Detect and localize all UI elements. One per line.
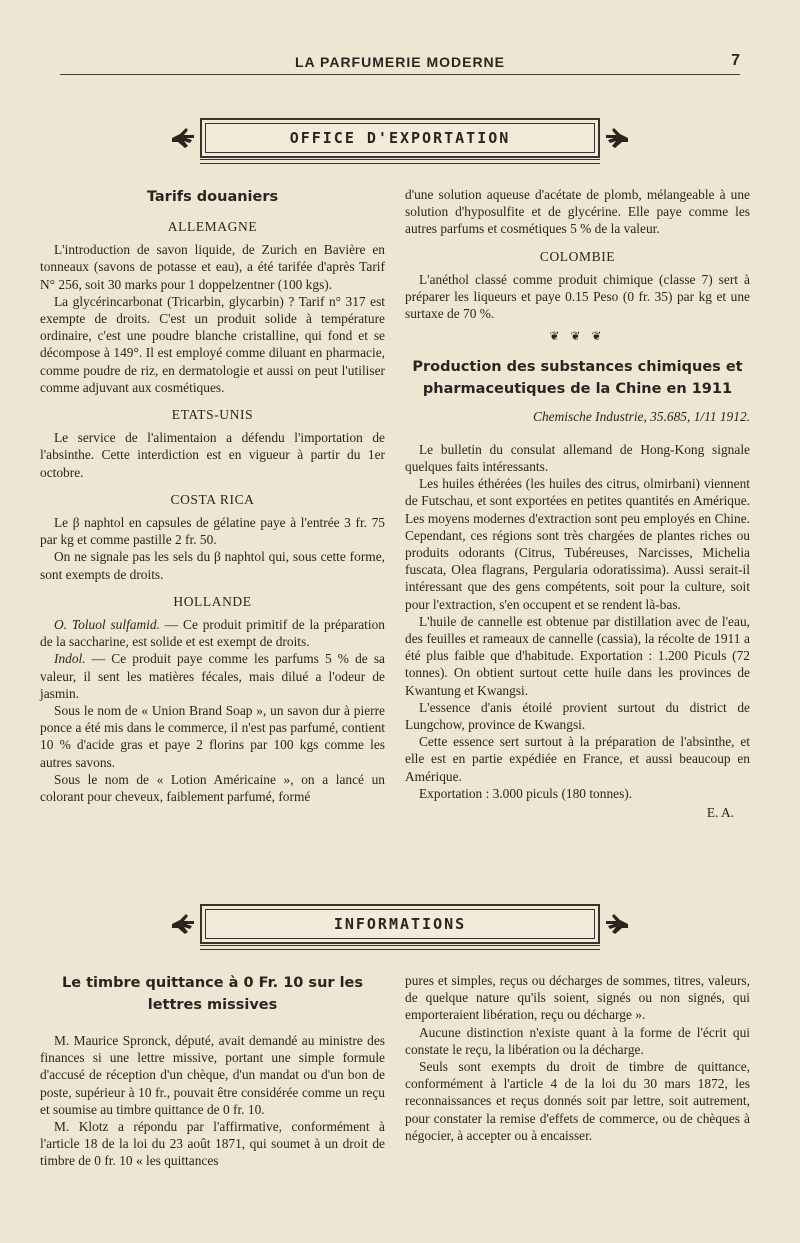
informations-title: INFORMATIONS bbox=[333, 915, 467, 933]
timbre-paragraph: M. Klotz a répondu par l'affirmative, conformément à l'article 18 de la loi du 23 août 1871, qui soumet à un droit de timbre de 0 fr. 10 « les quittances bbox=[40, 1119, 385, 1169]
production-paragraph: Le bulletin du consulat allemand de Hong-Kong signale quelques faits intéressants. bbox=[405, 441, 750, 475]
export-office-banner bbox=[170, 118, 630, 164]
allemagne-paragraph: L'introduction de savon liquide, de Zurich en Bavière en tonneaux (savons de potasse et eau), a été tarifée d'après Tarif N° 256, soit 30 marks pour 1 doppelzentner (100 kgs). bbox=[40, 242, 385, 292]
costa-rica-title: COSTA RICA bbox=[170, 491, 255, 507]
costa-rica-paragraph: On ne signale pas les sels du β naphtol qui, sous cette forme, sont exempts de droits. bbox=[40, 549, 385, 582]
signature: E. A. bbox=[706, 805, 734, 821]
production-paragraph: L'huile de cannelle est obtenue par distillation avec de l'eau, des feuilles et rameaux de cannelle (cassia), la récolte de 1911 a été plus faible que d'habitude. Exportation : 1.200 Piculs (72 tonnes). On obtient surtout cette huile dans les provinces de Kwantung et Kwangsi. bbox=[405, 613, 750, 698]
production-paragraph: Exportation : 3.000 piculs (180 tonnes). bbox=[419, 785, 633, 801]
timbre-paragraph: pures et simples, reçus ou décharges de sommes, titres, valeurs, de quelque nature qu'ils soient, signés ou non signés, qui emporteraient libération, reçu ou décharge ». bbox=[405, 973, 750, 1023]
export-office-title: OFFICE D'EXPORTATION bbox=[289, 129, 511, 147]
ornament-hand-icon bbox=[604, 124, 630, 152]
continuation-paragraph: d'une solution aqueuse d'acétate de plomb, mélangeable à une solution d'hyposulfite et de glycérine. Elle paye comme les autres parfums et cosmétiques 5 % de la valeur. bbox=[405, 187, 750, 237]
hollande-paragraph: Sous le nom de « Lotion Américaine », on a lancé un colorant pour cheveux, faiblement parfumé, formé bbox=[40, 771, 385, 805]
hollande-paragraph: Indol. — Ce produit paye comme les parfums 5 % de sa valeur, il sent les matières fécales, mais dilué a l'odeur de jasmin. bbox=[40, 651, 385, 701]
tarifs-heading: Tarifs douaniers bbox=[146, 189, 279, 205]
allemagne-title: ALLEMAGNE bbox=[167, 219, 258, 234]
ornament-hand-icon bbox=[604, 910, 630, 938]
fleuron-ornament: ❦ ❦ ❦ bbox=[549, 329, 606, 344]
right-export-column bbox=[405, 186, 750, 821]
informations-banner bbox=[170, 904, 630, 950]
production-heading: Production des substances chimiques et pharmaceutiques de la Chine en 1911 bbox=[412, 358, 743, 397]
tarifs-column bbox=[40, 186, 385, 805]
allemagne-paragraph: La glycérincarbonat (Tricarbin, glycarbin) ? Tarif n° 317 est exempte de droits. C'est un produit solide à température ordinaire, c'est une poudre blanche cristalline, qui fond et se décompose à 149°. Il est employé comme diluant en pharmacie, comme poudre de riz, en dermatologie et aussi on peut l'utiliser comme adjuvant aux cosmétiques. bbox=[40, 293, 385, 395]
hollande-paragraph: O. Toluol sulfamid. — Ce produit primitif de la préparation de la saccharine, est solide et est exempt de droits. bbox=[40, 617, 385, 650]
timbre-paragraph: Aucune distinction n'existe quant à la forme de l'écrit qui constate le reçu, la libération ou la décharge. bbox=[405, 1024, 750, 1057]
timbre-paragraph: Seuls sont exempts du droit de timbre de quittance, conformément à l'article 4 de la loi du 30 mars 1872, les reconnaissances et reçus donnés soit par lettre, soit autrement, pour constater la remise d'effets de commerce, ou de chèques à négocier, à accepter ou à encaisser. bbox=[405, 1059, 750, 1143]
colombie-paragraph: L'anéthol classé comme produit chimique (classe 7) sert à préparer les liqueurs et paye 0.15 Peso (0 fr. 35) par kg et une surtaxe de 70 %. bbox=[405, 271, 750, 322]
ornament-hand-icon bbox=[170, 124, 196, 152]
product-term: Indol. bbox=[54, 651, 86, 667]
production-paragraph: Cette essence sert surtout à la préparation de l'absinthe, et elle est en partie expédiée en France, et aussi beaucoup en Amérique. bbox=[405, 734, 750, 784]
colombie-title: COLOMBIE bbox=[539, 248, 616, 264]
product-term: O. Toluol sulfamid. bbox=[54, 617, 160, 633]
page-number: 7 bbox=[731, 52, 740, 69]
hollande-paragraph: Sous le nom de « Union Brand Soap », un savon dur à pierre ponce a été mis dans le commerce, il n'est pas parfumé, contient 10 % d'acide gras et paye 2 florins par 100 kgs comme les autres savons. bbox=[40, 703, 385, 770]
hollande-title: HOLLANDE bbox=[173, 593, 252, 609]
timbre-heading: Le timbre quittance à 0 Fr. 10 sur les lettres missives bbox=[61, 975, 364, 1013]
production-paragraph: L'essence d'anis étoilé provient surtout du district de Lungchow, province de Kwangsi. bbox=[405, 699, 750, 733]
timbre-paragraph: M. Maurice Spronck, député, avait demandé au ministre des finances si une lettre missive, portant une simple formule d'accusé de réception d'un chèque, d'un mandat ou d'un bon de poste, supérieur à 10 fr., pouvait être considérée comme un reçu et soumise au timbre quittance de 0 fr. 10. bbox=[40, 1033, 385, 1117]
costa-rica-paragraph: Le β naphtol en capsules de gélatine paye à l'entrée 3 fr. 75 par kg et comme pastille 2 fr. 50. bbox=[40, 515, 385, 548]
ornament-hand-icon bbox=[170, 910, 196, 938]
timbre-continuation-column bbox=[405, 972, 750, 1144]
running-header bbox=[60, 52, 740, 75]
timbre-column bbox=[40, 972, 385, 1170]
etats-unis-title: ETATS-UNIS bbox=[171, 407, 254, 423]
running-title: LA PARFUMERIE MODERNE bbox=[295, 54, 505, 70]
etats-unis-paragraph: Le service de l'alimentaion a défendu l'importation de l'absinthe. Cette interdiction est en vigueur à partir du 1er octobre. bbox=[40, 430, 385, 480]
production-paragraph: Les huiles éthérées (les huiles des citrus, olmirbani) viennent de Futschau, et sont exportées en petites quantités en Amérique. Les moyens modernes d'extraction sont peu employés en Chine. Cependant, ces régions sont très chargées de plantes riches ou produits odorants (Citrus, Tubéreuses, Narcisses, Michelia fuscata, Olea flagrans, Pergularia odoratissima). Aussi serait-il intéressant que des gens compétents, soit pour la culture, soit pour l'extraction, s'en occupent et se rendent là-bas. bbox=[405, 476, 750, 612]
source-citation: Chemische Industrie, 35.685, 1/11 1912. bbox=[533, 408, 750, 424]
